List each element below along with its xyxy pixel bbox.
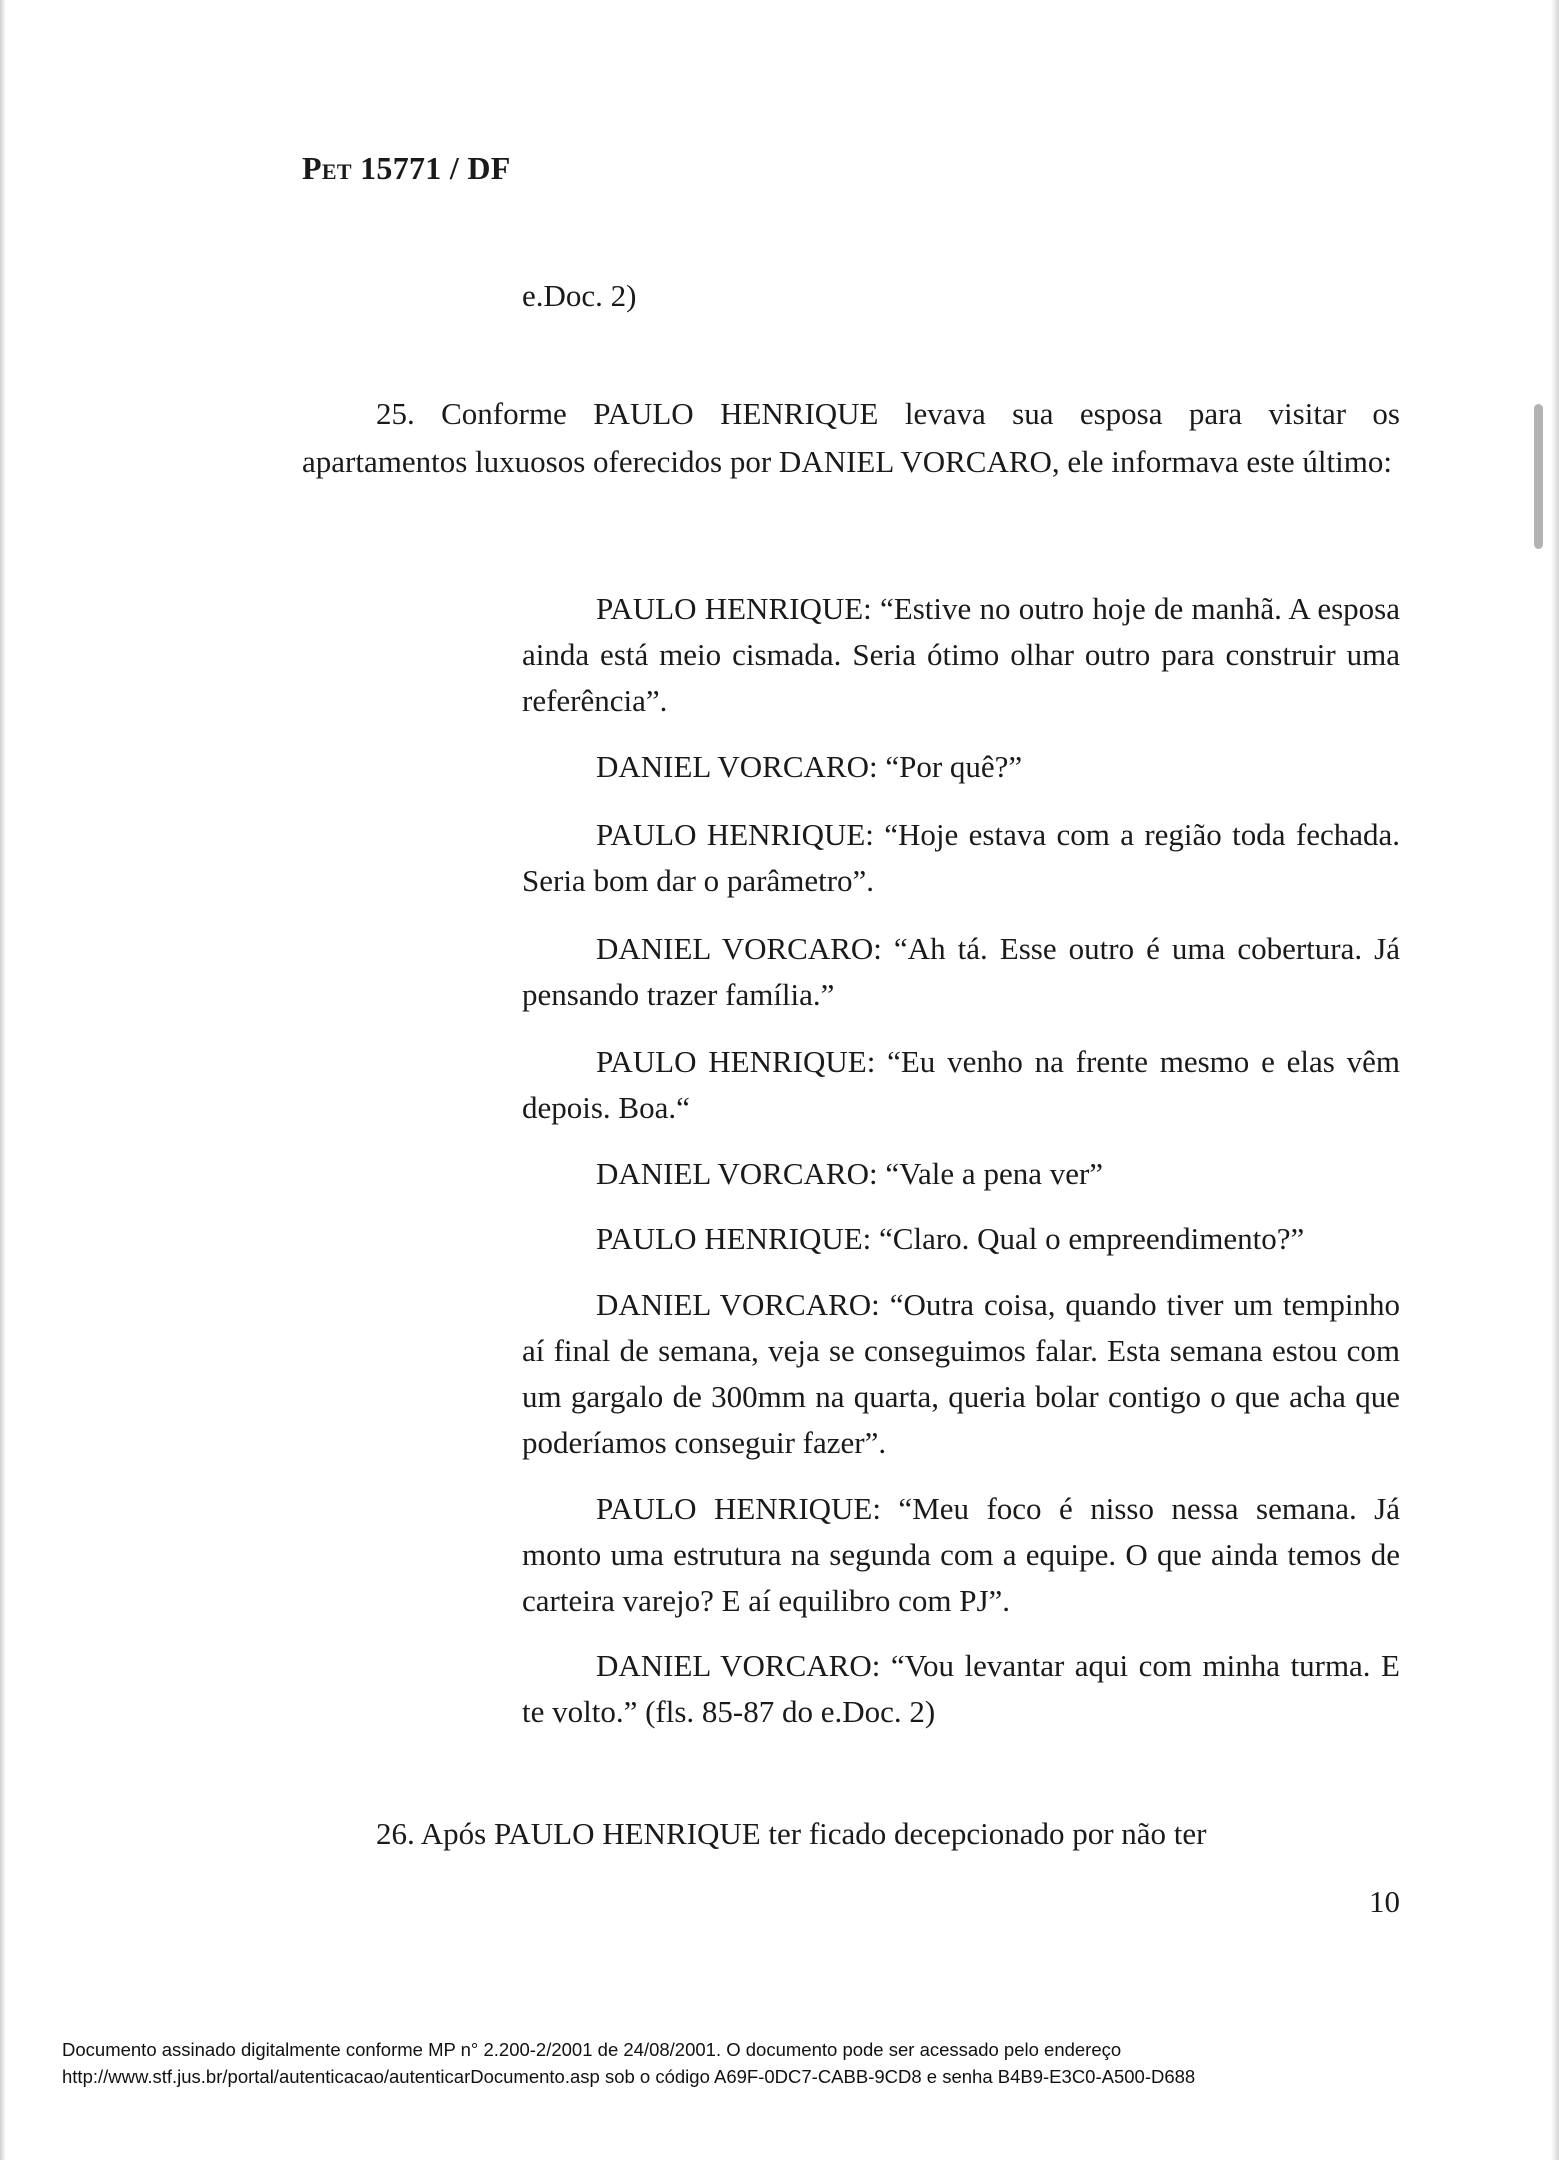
signature-footer: [62, 2036, 1482, 2090]
case-header: [302, 150, 511, 187]
page-right-edge: [1551, 0, 1559, 2160]
scrollbar-track[interactable]: [1533, 0, 1545, 2160]
quote-paragraph: PAULO HENRIQUE: “Estive no outro hoje de manhã. A esposa ainda está meio cismada. Seria ótimo olhar outro para construir uma referência”.: [522, 591, 1400, 718]
scrollbar-thumb[interactable]: [1534, 404, 1543, 549]
footer-line-1: Documento assinado digitalmente conforme MP n° 2.200-2/2001 de 24/08/2001. O documento pode ser acessado pelo endereço: [62, 2039, 1122, 2060]
quote-paragraph: PAULO HENRIQUE: “Meu foco é nisso nessa semana. Já monto uma estrutura na segunda com a equipe. O que ainda temos de carteira varejo? E aí equilibro com PJ”.: [522, 1491, 1400, 1618]
quote-paragraph: PAULO HENRIQUE: “Eu venho na frente mesmo e elas vêm depois. Boa.“: [522, 1044, 1400, 1125]
footer-line-2: http://www.stf.jus.br/portal/autenticacao/autenticarDocumento.asp sob o código A69F-0DC7-CABB-9CD8 e senha B4B9-E3C0-A500-D688: [62, 2066, 1196, 2087]
quote-paragraph: DANIEL VORCARO: “Por quê?”: [596, 749, 1023, 784]
case-header-number: 15771 / DF: [351, 150, 511, 186]
quote-paragraph: DANIEL VORCARO: “Vale a pena ver”: [596, 1156, 1104, 1191]
quote-paragraph: DANIEL VORCARO: “Ah tá. Esse outro é uma cobertura. Já pensando trazer família.”: [522, 931, 1400, 1012]
intro-fragment: e.Doc. 2): [522, 278, 637, 313]
paragraph-26: 26. Após PAULO HENRIQUE ter ficado decepcionado por não ter: [376, 1816, 1207, 1851]
page-left-edge: [0, 0, 6, 2160]
page-number: 10: [1369, 1884, 1400, 1919]
quote-paragraph: PAULO HENRIQUE: “Hoje estava com a região toda fechada. Seria bom dar o parâmetro”.: [522, 817, 1400, 898]
case-header-prefix: Pet: [302, 150, 352, 186]
paragraph-25: 25. Conforme PAULO HENRIQUE levava sua esposa para visitar os apartamentos luxuosos oferecidos por DANIEL VORCARO, ele informava este último:: [302, 396, 1400, 479]
quote-paragraph: PAULO HENRIQUE: “Claro. Qual o empreendimento?”: [596, 1221, 1305, 1256]
quote-paragraph: DANIEL VORCARO: “Vou levantar aqui com minha turma. E te volto.” (fls. 85-87 do e.Doc. 2): [522, 1648, 1400, 1729]
quote-paragraph: DANIEL VORCARO: “Outra coisa, quando tiver um tempinho aí final de semana, veja se conseguimos falar. Esta semana estou com um gargalo de 300mm na quarta, queria bolar contigo o que acha que poderíamos conseguir fazer”.: [522, 1287, 1400, 1460]
